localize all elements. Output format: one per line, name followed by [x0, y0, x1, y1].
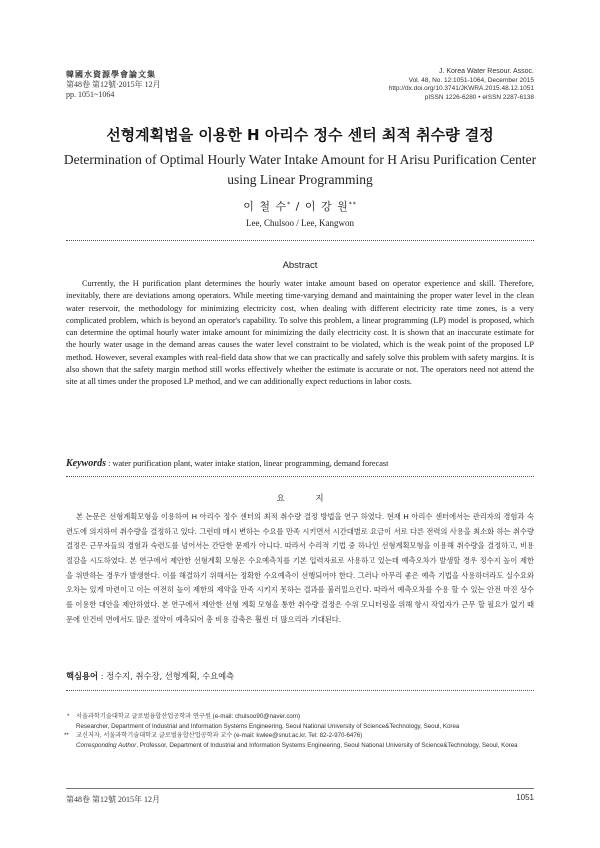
footer-issue: 第48卷 第12號 2015年 12月	[66, 795, 160, 804]
footnote-1-mark: *	[67, 713, 70, 720]
divider-dotted	[66, 690, 534, 691]
abstract-heading: Abstract	[282, 260, 318, 271]
title-korean: 선형계획법을 이용한 H 아리수 정수 센터 최적 취수량 결정	[106, 126, 494, 144]
keywords-text: water purification plant, water intake station, linear programming, demand forecast	[112, 459, 389, 468]
abstract-text: Currently, the H purification plant determines the hourly water intake amount based on operator experience and skill. Therefore, inevitably, there are deviations among operators. While meeting time-varying demand and maintaining the proper water level in the clean water reservoir, the methodology for minimizing electricity cost, when dealing with different electricity rate time zones, is a very complicated problem, which is beyond an operator's capability. To solve this problem, a linear programming (LP) model is proposed, which can determine the optimal hourly water intake amount for minimizing the daily electricity cost. It is shown that an inaccurate estimate for the hourly water usage in the demand areas causes the water level constraint to be violated, which is the weak point of the proposed LP method. However, several examples with real-field data show that we can practically and safely solve this problem with safety margins. It is also shown that the safety margin method still works effectively whether the estimate is accurate or not. The operators need not attend the site at all times under the proposed LP method, and we can additionally expect reductions in labor costs.	[66, 279, 534, 386]
journal-name-english: J. Korea Water Resour. Assoc.	[438, 68, 534, 75]
footnote-2-english-text: , Professor, Department of Industrial and Information Systems Engineering, Seoul National University of Science&Technology, Seoul, Korea	[136, 741, 518, 749]
keywords-line	[66, 458, 534, 469]
author-2-name: 이 강 원	[304, 200, 349, 213]
footnote-2	[64, 731, 534, 750]
authors-english: Lee, Chulsoo / Lee, Kangwon	[246, 218, 354, 228]
doi-link[interactable]: http://dx.doi.org/10.3741/JKWRA.2015.48.12.1051	[388, 85, 534, 93]
footnote-1-english: Researcher, Department of Industrial and Information Systems Engineering, Seoul National University of Science&Technology, Seoul, Korea	[76, 722, 460, 730]
footnote-2-korean: 교신저자, 서울과학기술대학교 글로벌융합산업공학과 교수 (e-mail: kwlee@snut.ac.kr, Tel: 82-2-970-6476)	[76, 732, 363, 740]
authors-korean	[0, 198, 600, 214]
summary-heading-korean: 요 지	[276, 494, 338, 504]
title-english: Determination of Optimal Hourly Water Intake Amount for H Arisu Purification Center using Linear Programming	[63, 152, 537, 187]
footnote-2-english	[76, 741, 534, 751]
journal-pages: pp. 1051~1064	[66, 90, 115, 99]
footnote-2-mark: **	[64, 732, 69, 740]
journal-volume-english: Vol. 48, No. 12:1051-1064, December 2015	[408, 76, 534, 84]
summary-korean-text: 본 논문은 선형계획모형을 이용하여 H 아리수 정수 센터의 최적 취수량 결정 방법을 연구 하였다. 현재 H 아리수 센터에서는 관리자의 경험과 숙련도에 의지하여 취수량을 결정하고 있다. 그런데 매시 변하는 수요를 만족 시키면서 시간대별로 요금이 서로 다른 전력의 사용을 최소화 하는 취수량 결정은 근무자들의 경험과 숙련도를 넘어서는 간단한 문제가 아니다. 따라서 수리적 기법 중 하나인 선형계획모형을 이용해 취수량을 결정하고, 비용 절감을 시도하였다. 본 연구에서 제안한 선형계획 모형은 수요예측치를 기본 입력자료로 사용하고 있는데 예측오차가 발생할 경우 정수지 높이 제한을 위반하는 경우가 발생한다. 이를 해결하기 위해서는 정확한 수요예측이 선행되어야 한다. 그러나 아무리 좋은 예측 기법을 사용하더라도 실수요와 오차는 있게 마련이고 이는 여전히 높이 제한의 제약을 만족 시키지 못하는 결과를 불러일으킨다. 따라서 예측오차를 수용 할 수 있는 안전 마진 상수를 이용한 대안을 제안하였다. 본 연구에서 제안한 선형 계획 모형을 통한 취수량 결정은 수위 모니터링을 위해 항시 작업자가 근무 할 필요가 없기 때문에 인건비 면에서도 많은 절약이 예측되어 총 비용 감축은 훨씬 더 많으리라 기대된다.	[66, 512, 534, 624]
footer-rule	[66, 788, 534, 789]
author-separator: /	[291, 200, 305, 213]
keywords-label: Keywords	[66, 458, 106, 469]
keywords-korean-line	[66, 670, 234, 682]
journal-header-korean	[66, 70, 161, 100]
keywords-colon: :	[108, 459, 113, 468]
journal-name-korean: 韓國水資源學會論文集	[66, 70, 156, 79]
footnote-1	[67, 712, 534, 731]
journal-header-english	[389, 68, 534, 102]
author-2-mark: **	[348, 201, 357, 208]
footnote-1-korean: 서울과학기술대학교 글로벌융합산업공학과 연구원 (e-mail: chulsoo90@naver.com)	[76, 713, 301, 720]
keywords-korean-colon: :	[100, 671, 107, 681]
corresponding-author-label: Corresponding Author	[76, 741, 137, 749]
journal-volume-korean: 第48卷 第12號·2015年 12月	[66, 80, 161, 89]
footnotes	[64, 712, 534, 750]
footer-page-number: 1051	[516, 793, 534, 802]
issn: pISSN 1226-6280 • eISSN 2287-6138	[424, 93, 534, 101]
keywords-korean-label: 핵심용어	[66, 671, 99, 681]
author-1-name: 이 철 수	[243, 200, 288, 213]
divider-dotted	[66, 476, 534, 477]
keywords-korean-text: 정수지, 취수장, 선형계획, 수요예측	[106, 671, 235, 681]
divider-dotted	[66, 240, 534, 241]
author-1-mark: *	[287, 201, 292, 208]
